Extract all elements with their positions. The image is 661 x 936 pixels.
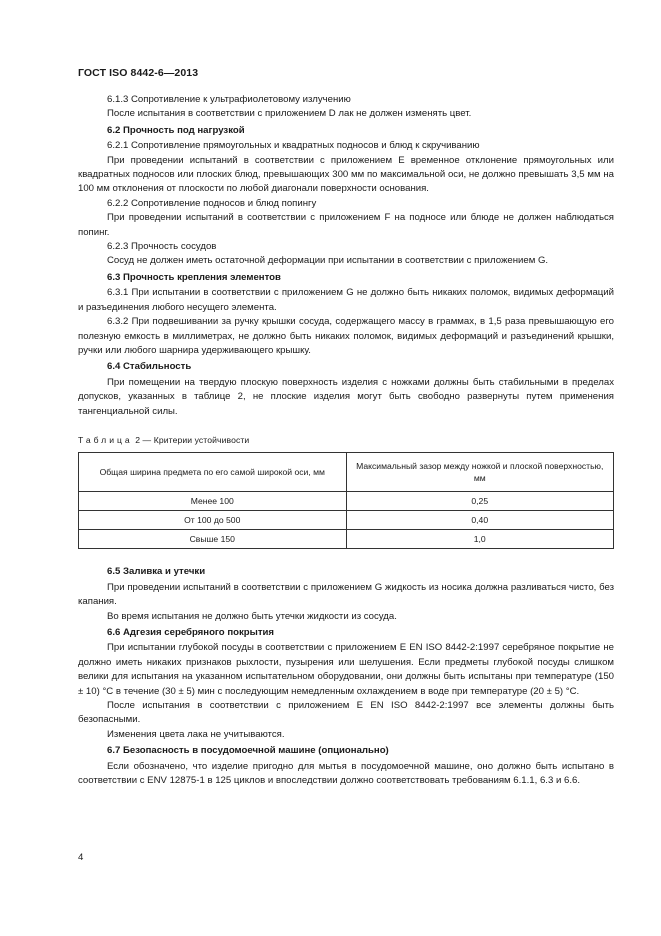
section-heading-6-6: 6.6 Адгезия серебряного покрытия	[107, 626, 275, 638]
paragraph: При помещении на твердую плоскую поверхность изделия с ножками должны быть стабильными в пределах допусков, указанных в таблице 2, не плоские изделия могут быть свободно развернуты путем применения тангенциальной силы.	[78, 376, 614, 417]
subsection-title-6-2-1: 6.2.1 Сопротивление прямоугольных и квадратных подносов и блюд к скручиванию	[107, 140, 480, 152]
paragraph: После испытания в соответствии с приложением D лак не должен изменять цвет.	[107, 108, 472, 120]
table-caption	[78, 433, 614, 447]
paragraph: После испытания в соответствии с приложением E EN ISO 8442-2:1997 все элементы должны быть безопасными.	[78, 700, 614, 726]
table-header-row	[79, 453, 614, 492]
section-heading-6-2: 6.2 Прочность под нагрузкой	[107, 124, 245, 136]
table-row	[79, 511, 614, 530]
section-heading-6-3: 6.3 Прочность крепления элементов	[107, 271, 281, 283]
subsection-title-6-2-2: 6.2.2 Сопротивление подносов и блюд попингу	[107, 197, 317, 209]
table-caption-text: 2 — Критерии устойчивости	[132, 434, 250, 445]
table-header-width: Общая ширина предмета по его самой широкой оси, мм	[79, 453, 347, 492]
document-body	[78, 93, 614, 788]
section-heading-6-5: 6.5 Заливка и утечки	[107, 566, 206, 578]
paragraph: При проведении испытаний в соответствии с приложением G жидкость из носика должна разливаться чисто, без капания.	[78, 581, 614, 608]
subsection-title-6-2-3: 6.2.3 Прочность сосудов	[107, 241, 217, 253]
paragraph: 6.3.2 При подвешивании за ручку крышки сосуда, содержащего массу в граммах, в 1,5 раза превышающую его полезную емкость в миллиметрах, не должно быть никаких поломок, видимых деформаций и разъединений крышки, ручки или любого шарнира удерживающего крышку.	[78, 316, 614, 356]
document-header: ГОСТ ISO 8442-6—2013	[78, 67, 199, 79]
table-caption-label: Таблица	[78, 434, 133, 445]
paragraph: При проведении испытаний в соответствии с приложением F на подносе или блюде не должен наблюдаться попинг.	[78, 212, 614, 238]
paragraph: 6.3.1 При испытании в соответствии с приложением G не должно быть никаких поломок, видимых деформаций и разъединения любого несущего элемента.	[78, 287, 614, 313]
paragraph: Сосуд не должен иметь остаточной деформации при испытании в соответствии с приложением G.	[107, 255, 549, 267]
table-cell-gap: 1,0	[346, 530, 614, 549]
paragraph: Изменения цвета лака не учитываются.	[107, 728, 285, 740]
paragraph: При испытании глубокой посуды в соответствии с приложением E EN ISO 8442-2:1997 серебряное покрытие не должно иметь никаких признаков рыхлости, пузырения или шелушения. Если предметы глубокой посуды слишком велики для испытания на указанном испытательном оборудовании, они должны быть испытаны при температуре (150 ± 10) °С в течение (30 ± 5) мин с последующим немедленным охлаждением в воде при температуре (20 ± 5) °С.	[78, 642, 614, 697]
paragraph: Если обозначено, что изделие пригодно для мытья в посудомоечной машине, оно должно быть испытано в соответствии с ENV 12875-1 в 125 циклов и впоследствии должно соответствовать требованиям 6.1.1, 6.3 и 6.6.	[78, 760, 614, 787]
table-cell-width: Свыше 150	[79, 530, 347, 549]
table-cell-width: От 100 до 500	[79, 511, 347, 530]
page-number: 4	[78, 852, 84, 863]
table-header-gap: Максимальный зазор между ножкой и плоской поверхностью, мм	[346, 453, 614, 492]
table-cell-width: Менее 100	[79, 492, 347, 511]
section-heading-6-4: 6.4 Стабильность	[107, 361, 192, 373]
table-cell-gap: 0,40	[346, 511, 614, 530]
table-row	[79, 492, 614, 511]
paragraph: При проведении испытаний в соответствии с приложением E временное отклонение прямоугольных или квадратных подносов или плоских блюд, превышающих 300 мм по максимальной оси, не должно превышать 3,5 мм на 100 мм отклонения от плоскости по любой диагонали поверхности основания.	[78, 154, 614, 195]
paragraph: Во время испытания не должно быть утечки жидкости из сосуда.	[107, 610, 397, 622]
subsection-title-6-1-3: 6.1.3 Сопротивление к ультрафиолетовому излучению	[107, 94, 351, 105]
table-cell-gap: 0,25	[346, 492, 614, 511]
section-heading-6-7: 6.7 Безопасность в посудомоечной машине (опционально)	[107, 745, 389, 757]
table-row	[79, 530, 614, 549]
stability-criteria-table	[78, 452, 614, 549]
